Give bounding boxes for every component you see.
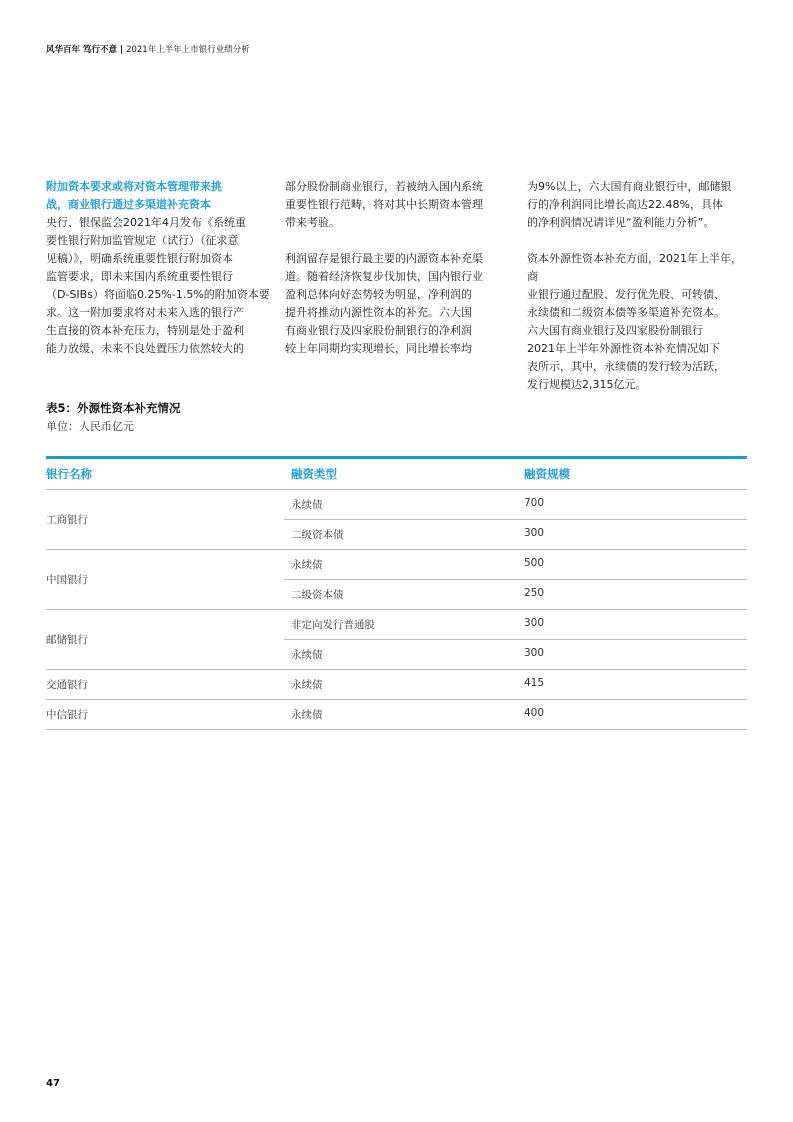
financing-amount-cell: 250 xyxy=(524,587,545,599)
table-unit: 单位：人民币亿元 xyxy=(46,420,134,433)
body-line: 盈利总体向好态势较为明显，净利润的 xyxy=(285,288,472,301)
bank-name-cell: 中信银行 xyxy=(46,709,88,721)
table-group xyxy=(46,550,747,610)
header-bank-name: 银行名称 xyxy=(46,467,92,481)
page-number: 47 xyxy=(46,1078,60,1089)
financing-type-cell: 永续债 xyxy=(291,709,323,721)
financing-amount-cell: 415 xyxy=(524,677,545,689)
financing-amount-cell: 300 xyxy=(524,617,545,629)
body-line: 带来考验。 xyxy=(285,216,340,229)
bank-name-cell: 工商银行 xyxy=(46,514,88,526)
body-line: 资本外源性资本补充方面，2021年上半年，商 xyxy=(527,252,742,283)
body-line: 生直接的资本补充压力，特别是处于盈利 xyxy=(46,324,244,337)
body-line: 部分股份制商业银行，若被纳入国内系统 xyxy=(285,180,483,193)
financing-type-cell: 二级资本债 xyxy=(291,589,344,601)
table-header-row xyxy=(46,456,747,490)
header-subtitle: 2021年上半年上市银行业绩分析 xyxy=(126,45,250,55)
financing-type-cell: 永续债 xyxy=(291,649,323,661)
financing-amount-cell: 400 xyxy=(524,707,545,719)
header-brand: 风华百年 笃行不意 xyxy=(46,45,117,55)
text-column-1 xyxy=(46,178,271,358)
body-line: 提升将推动内源性资本的补充。六大国 xyxy=(285,306,472,319)
body-line: 利润留存是银行最主要的内源资本补充渠 xyxy=(285,252,483,265)
financing-type-cell: 二级资本债 xyxy=(291,529,344,541)
table-row xyxy=(284,490,747,519)
running-header xyxy=(46,43,250,55)
financing-amount-cell: 700 xyxy=(524,497,545,509)
financing-type-cell: 非定向发行普通股 xyxy=(291,619,375,631)
section-heading-line: 战，商业银行通过多渠道补充资本 xyxy=(46,198,211,211)
body-line: 有商业银行及四家股份制银行的净利润 xyxy=(285,324,472,337)
body-line: 2021年上半年外源性资本补充情况如下 xyxy=(527,342,720,355)
body-line: 央行、银保监会2021年4月发布《系统重 xyxy=(46,216,246,229)
table-row xyxy=(284,579,747,609)
header-separator: | xyxy=(119,45,124,55)
financing-type-cell: 永续债 xyxy=(291,499,323,511)
body-line: 业银行通过配股、发行优先股、可转债、 xyxy=(527,288,725,301)
header-financing-type: 融资类型 xyxy=(291,467,337,481)
table-group xyxy=(46,610,747,670)
table-group xyxy=(46,700,747,730)
table-row xyxy=(284,550,747,579)
table-row xyxy=(284,700,747,729)
body-line: 表所示，其中，永续债的发行较为活跃， xyxy=(527,360,725,373)
body-line: 的净利润情况请详见“盈利能力分析”。 xyxy=(527,216,715,229)
body-line: 监管要求，即未来国内系统重要性银行 xyxy=(46,270,233,283)
table-row xyxy=(284,519,747,549)
body-line: 为9%以上，六大国有商业银行中，邮储银 xyxy=(527,180,732,193)
capital-table xyxy=(46,456,747,730)
body-line: 见稿）》，明确系统重要性银行附加资本 xyxy=(46,252,233,265)
body-line: 永续债和二级资本债等多渠道补充资本。 xyxy=(527,306,725,319)
header-financing-amount: 融资规模 xyxy=(524,467,570,481)
table-row xyxy=(284,639,747,669)
bank-name-cell: 邮储银行 xyxy=(46,634,88,646)
financing-amount-cell: 300 xyxy=(524,647,545,659)
table-title: 表5：外源性资本补充情况 xyxy=(46,401,181,415)
table-row xyxy=(284,670,747,699)
body-line: 行的净利润同比增长高达22.48%，具体 xyxy=(527,198,723,211)
table-group xyxy=(46,490,747,550)
section-heading-line: 附加资本要求或将对资本管理带来挑 xyxy=(46,180,222,193)
body-line: 重要性银行范畴，将对其中长期资本管理 xyxy=(285,198,483,211)
financing-amount-cell: 500 xyxy=(524,557,545,569)
bank-name-cell: 交通银行 xyxy=(46,679,88,691)
body-line: 要性银行附加监管规定（试行）（征求意 xyxy=(46,234,239,247)
financing-type-cell: 永续债 xyxy=(291,559,323,571)
bank-name-cell: 中国银行 xyxy=(46,574,88,586)
body-line: 求。这一附加要求将对未来入选的银行产 xyxy=(46,306,244,319)
body-line: 六大国有商业银行及四家股份制银行 xyxy=(527,324,703,337)
financing-amount-cell: 300 xyxy=(524,527,545,539)
text-column-2 xyxy=(285,178,510,358)
body-line: 较上年同期均实现增长，同比增长率均 xyxy=(285,342,472,355)
table-row xyxy=(284,610,747,639)
text-column-3 xyxy=(527,178,752,394)
body-line: 能力放缓、未来不良处置压力依然较大的 xyxy=(46,342,244,355)
financing-type-cell: 永续债 xyxy=(291,679,323,691)
table-group xyxy=(46,670,747,700)
body-line: 道。随着经济恢复步伐加快，国内银行业 xyxy=(285,270,483,283)
body-line: 发行规模达2,315亿元。 xyxy=(527,378,647,391)
body-line: （D-SIBs）将面临0.25%-1.5%的附加资本要 xyxy=(46,288,270,301)
